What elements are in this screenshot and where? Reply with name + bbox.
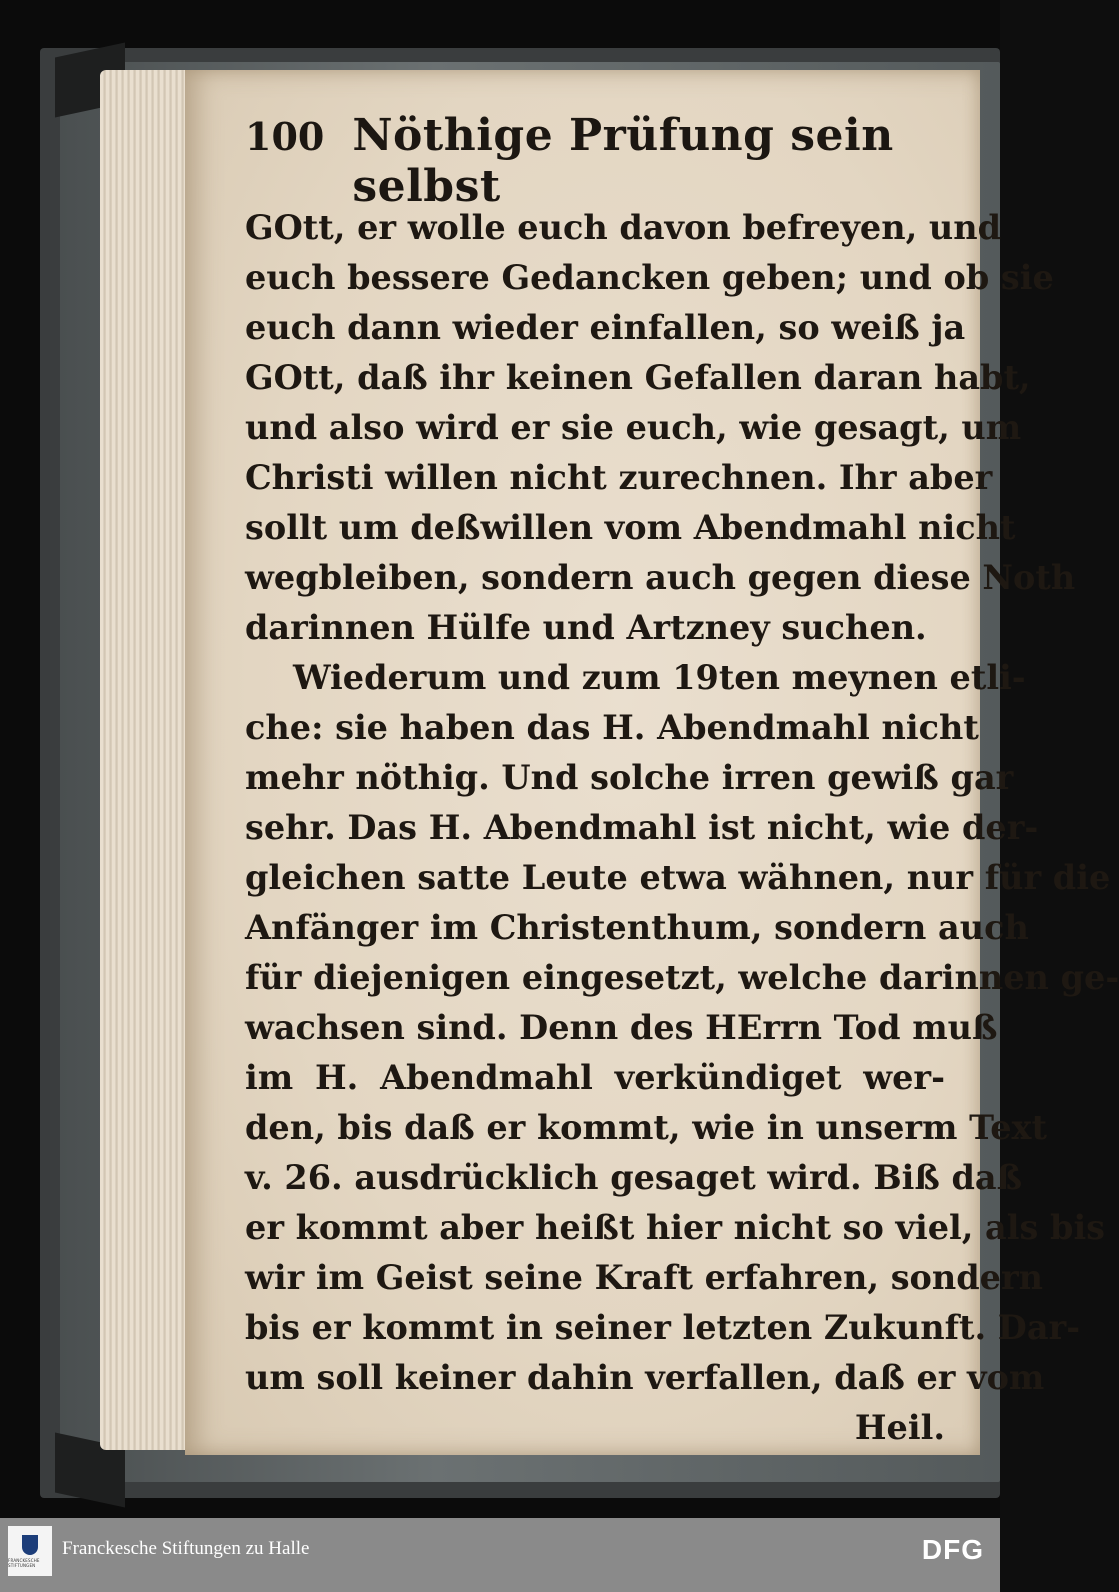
text-line: sehr. Das H. Abendmahl ist nicht, wie der- bbox=[245, 808, 1039, 847]
shield-icon bbox=[22, 1535, 38, 1555]
text-line: Anfänger im Christenthum, sondern auch bbox=[245, 908, 1029, 947]
text-line: den, bis daß er kommt, wie in unserm Text bbox=[245, 1108, 1047, 1147]
footer-bar bbox=[0, 1518, 1000, 1592]
text-line: für diejenigen eingesetzt, welche darinnen ge- bbox=[245, 958, 1119, 997]
text-line: sollt um deßwillen vom Abendmahl nicht bbox=[245, 508, 1016, 547]
page-header bbox=[245, 110, 925, 212]
text-line: mehr nöthig. Und solche irren gewiß gar bbox=[245, 758, 1014, 797]
text-line: bis er kommt in seiner letzten Zukunft. Dar- bbox=[245, 1308, 1081, 1347]
page-number: 100 bbox=[245, 114, 325, 159]
text-line: euch bessere Gedancken geben; und ob sie bbox=[245, 258, 1054, 297]
text-line: Wiederum und zum 19ten meynen etli- bbox=[293, 658, 1026, 697]
text-line: darinnen Hülfe und Artzney suchen. bbox=[245, 608, 927, 647]
running-head: Nöthige Prüfung sein selbst bbox=[352, 110, 894, 212]
text-line: euch dann wieder einfallen, so weiß ja bbox=[245, 308, 966, 347]
text-line: GOtt, daß ihr keinen Gefallen daran habt, bbox=[245, 358, 1031, 397]
catchword: Heil. bbox=[854, 1408, 945, 1447]
logo-caption: FRANCKESCHE STIFTUNGEN bbox=[8, 1557, 40, 1568]
text-line: wegbleiben, sondern auch gegen diese Noth bbox=[245, 558, 1076, 597]
text-line: wir im Geist seine Kraft erfahren, sondern bbox=[245, 1258, 1043, 1297]
institution-name: Franckesche Stiftungen zu Halle bbox=[62, 1538, 310, 1559]
text-line: v. 26. ausdrücklich gesaget wird. Biß daß bbox=[245, 1158, 1023, 1197]
text-line: GOtt, er wolle euch davon befreyen, und bbox=[245, 208, 1002, 247]
dfg-logo: DFG bbox=[921, 1534, 984, 1565]
text-line: um soll keiner dahin verfallen, daß er vom bbox=[245, 1358, 1045, 1397]
text-line: Christi willen nicht zurechnen. Ihr aber bbox=[245, 458, 993, 497]
text-line: und also wird er sie euch, wie gesagt, um bbox=[245, 408, 1022, 447]
text-line: er kommt aber heißt hier nicht so viel, als bis bbox=[245, 1208, 1106, 1247]
text-line: gleichen satte Leute etwa wähnen, nur für die bbox=[245, 858, 1111, 897]
institution-logo bbox=[8, 1526, 52, 1576]
text-line: che: sie haben das H. Abendmahl nicht bbox=[245, 708, 979, 747]
text-line: wachsen sind. Denn des HErrn Tod muß bbox=[245, 1008, 998, 1047]
text-line: im H. Abendmahl verkündiget wer- bbox=[245, 1058, 945, 1097]
